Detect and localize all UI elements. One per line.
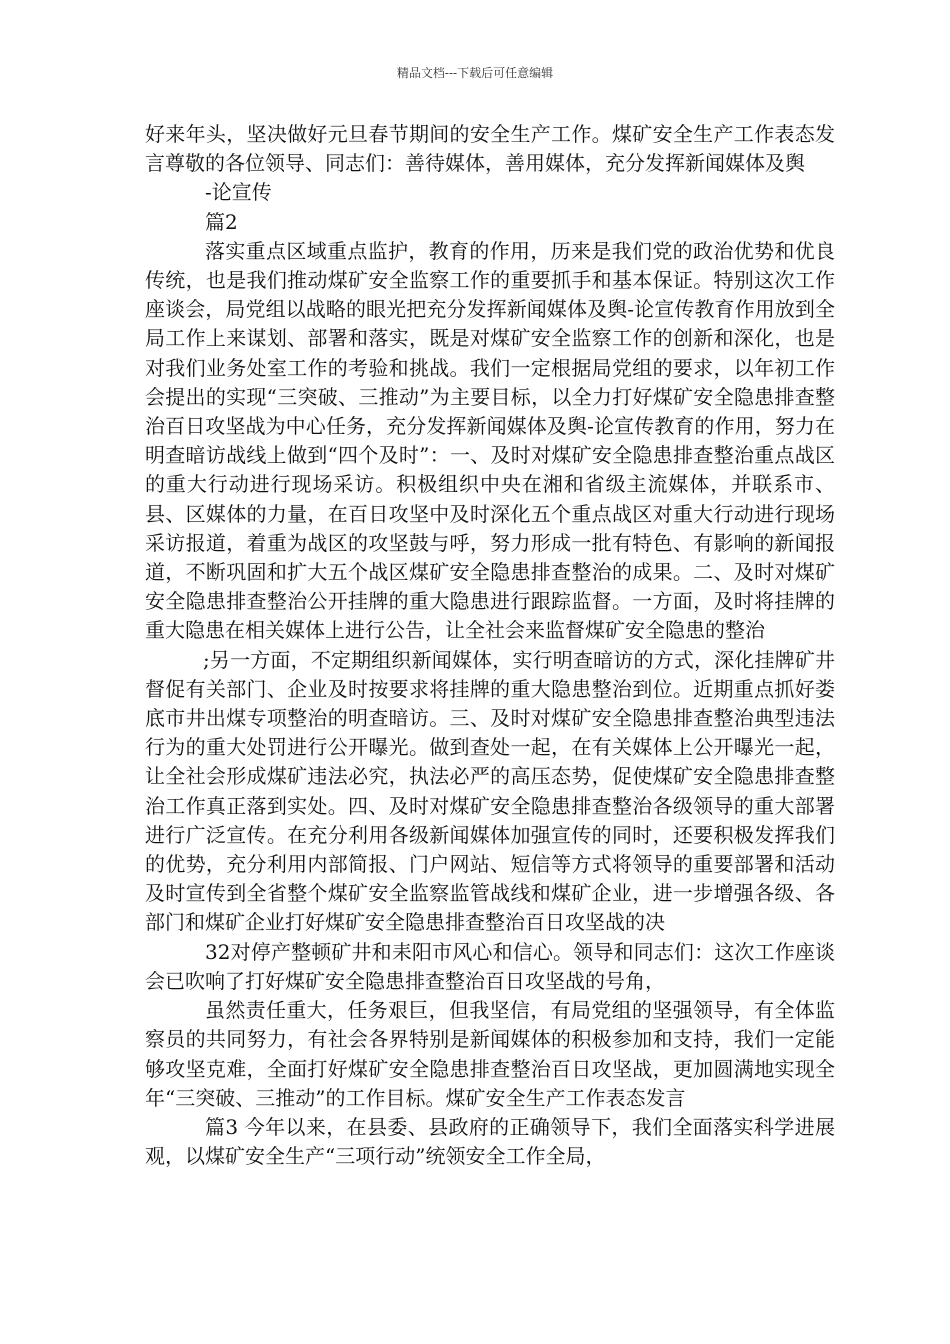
paragraph-7: 篇3 今年以来，在县委、县政府的正确领导下，我们全面落实科学进展观，以煤矿安全生产“三项行动”统领安全工作全局， <box>145 1114 835 1169</box>
paragraph-3: 落实重点区域重点监护，教育的作用，历来是我们党的政治优势和优良传统，也是我们推动煤矿安全监察工作的重要抓手和基本保证。特别这次工作座谈会，局党组以战略的眼光把充分发挥新闻媒体及舆-论宣传教育作用放到全局工作上来谋划、部署和落实，既是对煤矿安全监察工作的创新和深化，也是对我们业务处室工作的考验和挑战。我们一定根据局党组的要求，以年初工作会提出的实现“三突破、三推动”为主要目标，以全力打好煤矿安全隐患排查整治百日攻坚战为中心任务，充分发挥新闻媒体及舆-论宣传教育的作用，努力在明查暗访战线上做到“四个及时”：一、及时对煤矿安全隐患排查整治重点战区的重大行动进行现场采访。积极组织中央在湘和省级主流媒体，并联系市、县、区媒体的力量，在百日攻坚中及时深化五个重点战区对重大行动进行现场采访报道，着重为战区的攻坚鼓与呼，努力形成一批有特色、有影响的新闻报道，不断巩固和扩大五个战区煤矿安全隐患排查整治的成果。二、及时对煤矿安全隐患排查整治公开挂牌的重大隐患进行跟踪监督。一方面，及时将挂牌的重大隐患在相关媒体上进行公告，让全社会来监督煤矿安全隐患的整治 <box>145 238 835 643</box>
paragraph-6: 虽然责任重大，任务艰巨，但我坚信，有局党组的坚强领导，有全体监察员的共同努力，有社会各界特别是新闻媒体的积极参加和支持，我们一定能够攻坚克难，全面打好煤矿安全隐患排查整治百日攻坚战，更加圆满地实现全年“三突破、三推动”的工作目标。煤矿安全生产工作表态发言 <box>145 998 835 1110</box>
section-heading-2: 篇2 <box>205 209 238 234</box>
paragraph-1: 好来年头，坚决做好元旦春节期间的安全生产工作。煤矿安全生产工作表态发言尊敬的各位领导、同志们：善待媒体，善用媒体，充分发挥新闻媒体及舆 <box>145 122 835 176</box>
paragraph-2: -论宣传 <box>205 180 272 205</box>
page-header: 精品文档---下载后可任意编辑 <box>396 66 554 80</box>
paragraph-5: 32对停产整顿矿井和耒阳市风心和信心。领导和同志们：这次工作座谈会已吹响了打好煤矿安全隐患排查整治百日攻坚战的号角， <box>145 939 835 993</box>
document-body <box>145 120 835 1171</box>
paragraph-4: ;另一方面，不定期组织新闻媒体，实行明查暗访的方式，深化挂牌矿井督促有关部门、企业及时按要求将挂牌的重大隐患整治到位。近期重点抓好娄底市井出煤专项整治的明查暗访。三、及时对煤矿安全隐患排查整治典型违法行为的重大处罚进行公开曝光。做到查处一起，在有关媒体上公开曝光一起，让全社会形成煤矿违法必究，执法必严的高压态势，促使煤矿安全隐患排查整治工作真正落到实处。四、及时对煤矿安全隐患排查整治各级领导的重大部署进行广泛宣传。在充分利用各级新闻媒体加强宣传的同时，还要积极发挥我们的优势，充分利用内部简报、门户网站、短信等方式将领导的重要部署和活动及时宣传到全省整个煤矿安全监察监管战线和煤矿企业，进一步增强各级、各部门和煤矿企业打好煤矿安全隐患排查整治百日攻坚战的决 <box>145 647 835 935</box>
